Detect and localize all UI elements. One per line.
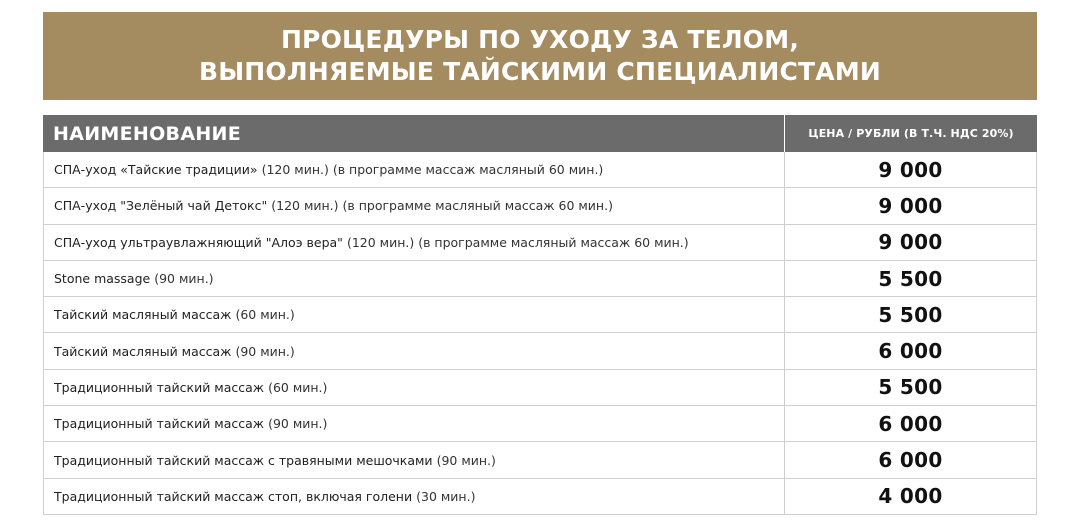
service-name-cell — [43, 370, 785, 405]
service-name: Традиционный тайский массаж — [54, 416, 265, 432]
table-row — [43, 261, 1037, 297]
service-name: Традиционный тайский массаж — [54, 379, 265, 395]
service-price: 4 000 — [785, 479, 1037, 514]
service-price: 5 500 — [785, 297, 1037, 332]
service-name-cell — [43, 297, 785, 332]
service-name: СПА-уход ультраувлажняющий "Алоэ вера" — [54, 234, 343, 250]
table-row — [43, 225, 1037, 261]
service-detail: (90 мин.) — [268, 416, 328, 432]
table-row — [43, 370, 1037, 406]
service-name: Традиционный тайский массаж с травяными мешочками — [54, 452, 433, 468]
service-name: Тайский масляный массаж — [54, 307, 232, 323]
service-name: СПА-уход «Тайские традиции» — [54, 162, 258, 178]
service-detail: (90 мин.) — [436, 452, 496, 468]
header-name-column: НАИМЕНОВАНИЕ — [43, 115, 785, 152]
service-name: Тайский масляный массаж — [54, 343, 232, 359]
service-detail: (90 мин.) — [235, 343, 295, 359]
table-row — [43, 442, 1037, 478]
table-header — [43, 115, 1037, 152]
service-detail: (60 мин.) — [235, 307, 295, 323]
service-name-cell — [43, 152, 785, 187]
service-detail: (120 мин.) (в программе масляный массаж 60 мин.) — [271, 198, 613, 214]
service-name-cell — [43, 442, 785, 477]
table-row — [43, 188, 1037, 224]
service-name-cell — [43, 261, 785, 296]
service-name-cell — [43, 188, 785, 223]
service-detail: (120 мин.) (в программе масляный массаж 60 мин.) — [346, 234, 689, 250]
service-price: 5 500 — [785, 261, 1037, 296]
service-name: СПА-уход "Зелёный чай Детокс" — [54, 198, 268, 214]
service-name: Stone massage — [54, 271, 151, 287]
service-detail: (30 мин.) — [416, 488, 476, 504]
service-name-cell — [43, 479, 785, 514]
table-row — [43, 406, 1037, 442]
service-price: 9 000 — [785, 225, 1037, 260]
service-price: 6 000 — [785, 333, 1037, 368]
header-price-column: ЦЕНА / РУБЛИ (В Т.Ч. НДС 20%) — [808, 127, 1014, 140]
service-name-cell — [43, 333, 785, 368]
service-detail: (120 мин.) (в программе массаж масляный 60 мин.) — [261, 162, 604, 178]
service-price: 9 000 — [785, 152, 1037, 187]
service-detail: (60 мин.) — [268, 379, 328, 395]
service-price: 6 000 — [785, 442, 1037, 477]
service-price: 9 000 — [785, 188, 1037, 223]
price-table — [43, 115, 1037, 515]
service-detail: (90 мин.) — [154, 271, 214, 287]
title-banner — [43, 12, 1037, 100]
banner-title-line-2: ВЫПОЛНЯЕМЫЕ ТАЙСКИМИ СПЕЦИАЛИСТАМИ — [198, 57, 882, 86]
banner-title-line-1: ПРОЦЕДУРЫ ПО УХОДУ ЗА ТЕЛОМ, — [280, 25, 800, 54]
table-row — [43, 152, 1037, 188]
table-row — [43, 333, 1037, 369]
service-name-cell — [43, 225, 785, 260]
table-row — [43, 297, 1037, 333]
service-name: Традиционный тайский массаж стоп, включая голени — [54, 488, 413, 504]
service-price: 5 500 — [785, 370, 1037, 405]
table-row — [43, 479, 1037, 515]
service-name-cell — [43, 406, 785, 441]
service-price: 6 000 — [785, 406, 1037, 441]
